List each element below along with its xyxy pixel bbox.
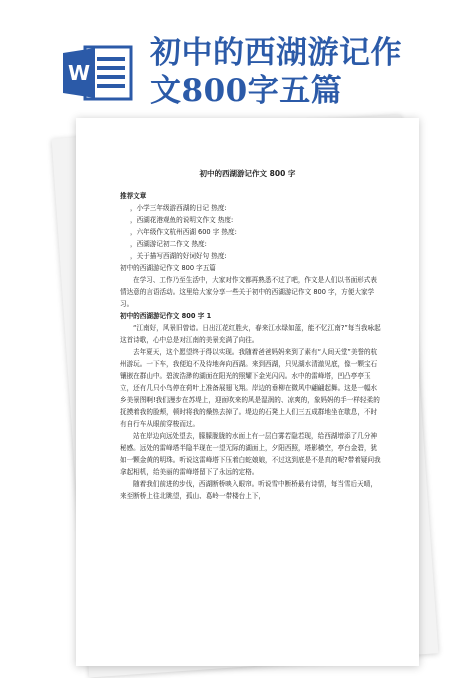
recommend-tail: 初中的西湖游记作文 800 字五篇 [120, 264, 216, 272]
banner-title-line-2: 文800字五篇 [150, 73, 343, 109]
essay-paragraph: “江南好，风景旧曾谙。日出江花红胜火，春来江水绿如蓝，能不忆江南?”每当我咏起这首诗歌，心中总是对江南的美景充满了向往。 [120, 324, 381, 344]
document-page [76, 118, 419, 666]
document-body [120, 190, 383, 502]
essay-paragraph: 随着我们前进的步伐，西湖断桥映入眼帘。听说雪中断桥最有诗情，每当雪后天晴，来至断桥上往北眺望，孤山、葛岭一带楼台上下， [120, 480, 377, 500]
banner-title [150, 34, 470, 110]
recommend-link[interactable]: ，六年级作文杭州西湖 600 字 热度: [130, 228, 237, 236]
recommend-link[interactable]: ，西湖游记初二作文 热度: [130, 240, 207, 248]
recommend-link[interactable]: ，关于描写西湖的好词好句 热度: [130, 252, 227, 260]
essay-paragraph: 站在岸边向远处望去，朦朦胧胧的水面上有一层白雾若隐若现，给西湖增添了几分神秘感。远处的雷峰塔半隐半现在一望无际的湖面上，夕阳西照，塔影横空，亭台金碧，犹如一颗金黄的明珠。听说这雷峰塔下压着白蛇娘娘，不过这到底是不是真的呢?带着疑问我拿起相机，给美丽的雷峰塔留下了永远的定格。 [120, 432, 381, 476]
banner [0, 0, 474, 115]
svg-text:W: W [67, 61, 91, 85]
intro-paragraph: 在学习、工作乃至生活中，大家对作文都再熟悉不过了吧，作文是人们以书面形式表情达意的言语活动。这里给大家分享一些关于初中的西湖游记作文 800 字，方便大家学习。 [120, 276, 377, 308]
document-title: 初中的西湖游记作文 800 字 [199, 169, 296, 178]
banner-title-line-1: 初中的西湖游记作 [150, 35, 402, 71]
recommend-link[interactable]: ，西湖花港观鱼的说明文作文 热度: [130, 216, 234, 224]
section-heading: 初中的西湖游记作文 800 字 1 [120, 312, 212, 320]
word-document-icon [61, 45, 133, 101]
essay-paragraph: 去年夏天，这个愿望终于得以实现。我随着爸爸妈妈来到了素有“人间天堂”美誉的杭州游玩。一下车，我便迫不及待地奔向西湖。来到西湖，只见湖水清澈见底，像一颗宝石镶嵌在群山中。碧波浩渺的湖面在阳光的照耀下金光闪闪。水中的雷峰塔，凹凸亭亭玉立，还有几只小鸟停在荷叶上准备展翅飞翔。岸边的垂柳在微风中翩翩起舞。这是一幅水乡美景图啊!我们漫步在苏堤上，迎面吹来的风是湿润的、凉爽的，象妈妈的手一样轻柔的抚摸着我的脸颊，顿时将我的燥热去掉了。堤边的石凳上人们三五成群地坐在歇息，不时有自行车从眼前穿梭而过。 [120, 348, 380, 428]
recommend-link[interactable]: ，小学三年级游西湖的日记 热度: [130, 204, 227, 212]
document-preview [0, 118, 474, 669]
recommend-heading: 推荐文章 [120, 192, 147, 200]
